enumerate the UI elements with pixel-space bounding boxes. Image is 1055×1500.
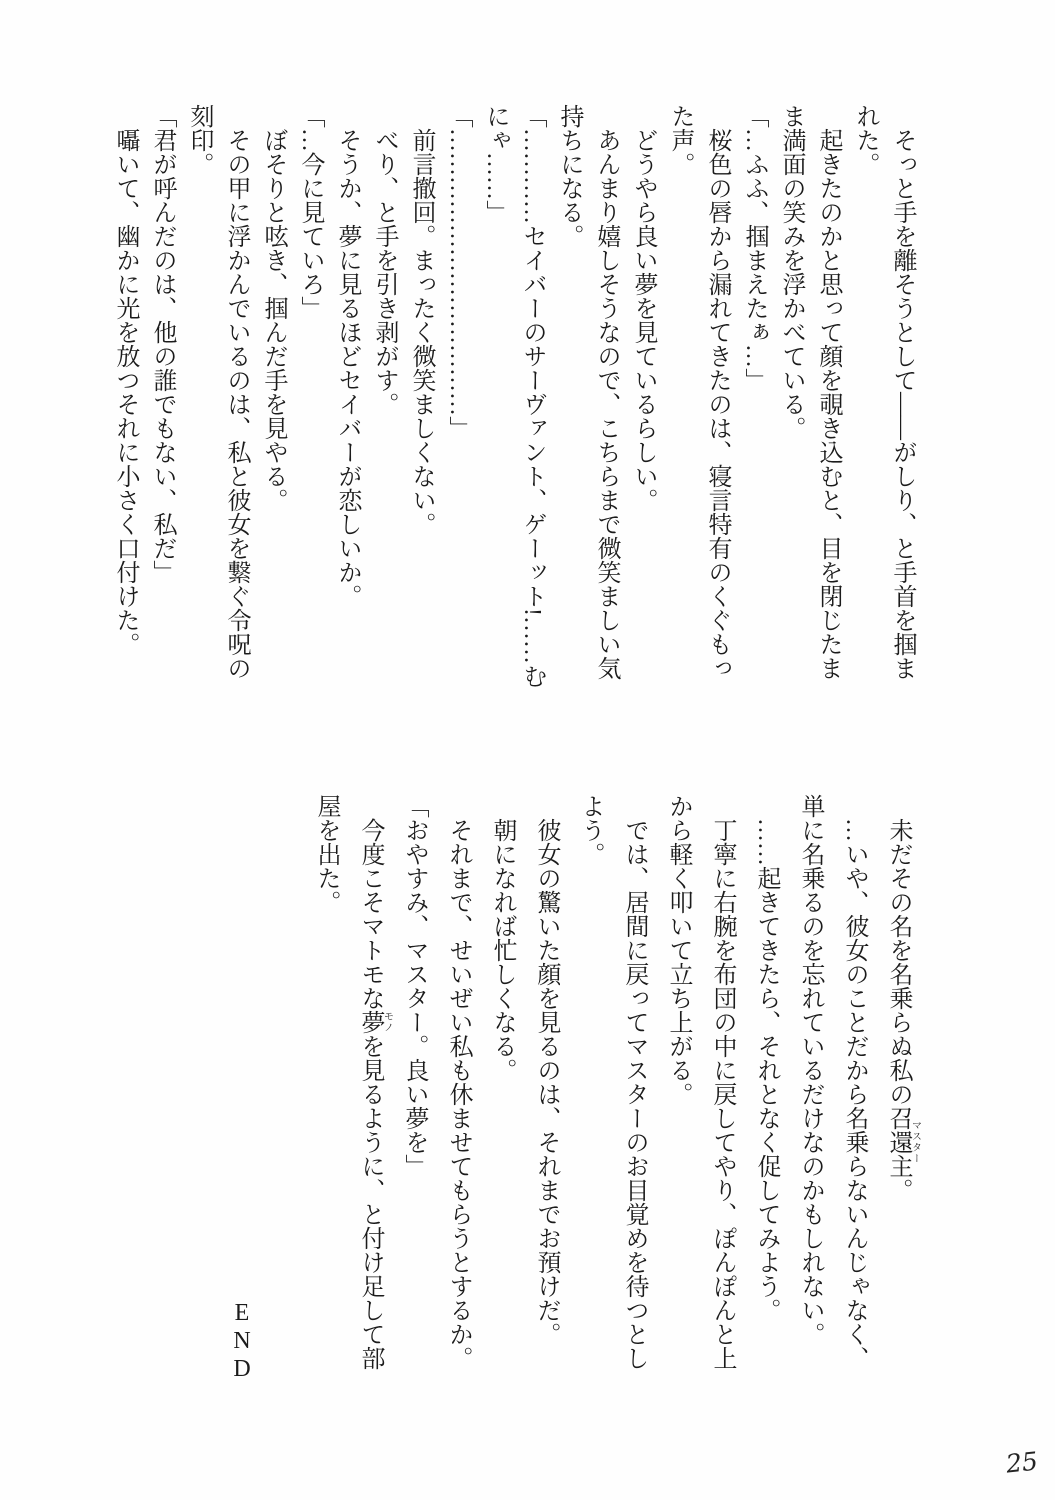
bottom-text-block — [220, 794, 920, 1384]
text-line: 「おやすみ、マスター。良い夢を」 — [401, 794, 427, 1178]
text-line: その甲に浮かんでいるのは、私と彼女を繋ぐ令呪の刻印。 — [186, 104, 249, 680]
text-line: どうやら良い夢を見ているらしい。 — [630, 128, 656, 512]
text-line: 「…ふふ、掴まえたぁ…」 — [741, 104, 767, 392]
text-line: 「…今に見ていろ」 — [297, 104, 323, 320]
top-text-block — [106, 104, 920, 694]
text-line: そっと手を離そうとして――がしり、と手首を掴まれた。 — [852, 104, 915, 680]
text-line: あんまり嬉しそうなので、こちらまで微笑ましい気持ちになる。 — [556, 104, 619, 680]
ruby-annotated-word: 召還主マスター — [885, 1106, 921, 1178]
text-line: 朝になれば忙しくなる。 — [489, 818, 515, 1082]
text-line: 囁いて、幽かに光を放つそれに小さく口付けた。 — [112, 128, 138, 656]
text-line: それまで、せいぜい私も休ませてもらうとするか。 — [445, 818, 471, 1370]
text-line: 前言撤回。まったく微笑ましくない。 — [408, 128, 434, 536]
text-line: 「君が呼んだのは、他の誰でもない、私だ」 — [149, 104, 175, 584]
text-line: 起きたのかと思って顔を覗き込むと、目を閉じたまま満面の笑みを浮かべている。 — [778, 104, 841, 680]
text-line: では、居間に戻ってマスターのお目覚めを待つとしよう。 — [577, 794, 647, 1370]
text-line: 「…………セイバーのサーヴァント、ゲーット!……むにゃ……」 — [482, 104, 545, 688]
end-mark: END — [229, 1300, 255, 1384]
text-line: ぼそりと呟き、掴んだ手を見やる。 — [260, 128, 286, 512]
text-line: べり、と手を引き剥がす。 — [371, 128, 397, 416]
text-line: ……起きてきたら、それとなく促してみよう。 — [753, 818, 779, 1322]
text-line: そうか、夢に見るほどセイバーが恋しいか。 — [334, 128, 360, 608]
text-line: 彼女の驚いた顔を見るのは、それまでお預けだ。 — [533, 818, 559, 1346]
page-number: 25 — [1004, 1446, 1040, 1479]
text-line: 丁寧に右腕を布団の中に戻してやり、ぽんぽんと上から軽く叩いて立ち上がる。 — [665, 794, 735, 1370]
ruby-annotated-word: 夢モノ — [357, 1010, 393, 1034]
text-line: 今度こそマトモな夢モノを見るように、と付け足して部屋を出た。 — [313, 794, 393, 1370]
text-line: 「………………………………」 — [445, 104, 471, 440]
text-line: 桜色の唇から漏れてきたのは、寝言特有のくぐもった声。 — [667, 104, 730, 680]
text-line: 未だその名を名乗らぬ私の召還主マスター。 — [885, 818, 921, 1202]
text-line: …いや、彼女のことだから名乗らないんじゃなく、単に名乗るのを忘れているだけなのかもしれない。 — [797, 794, 867, 1370]
